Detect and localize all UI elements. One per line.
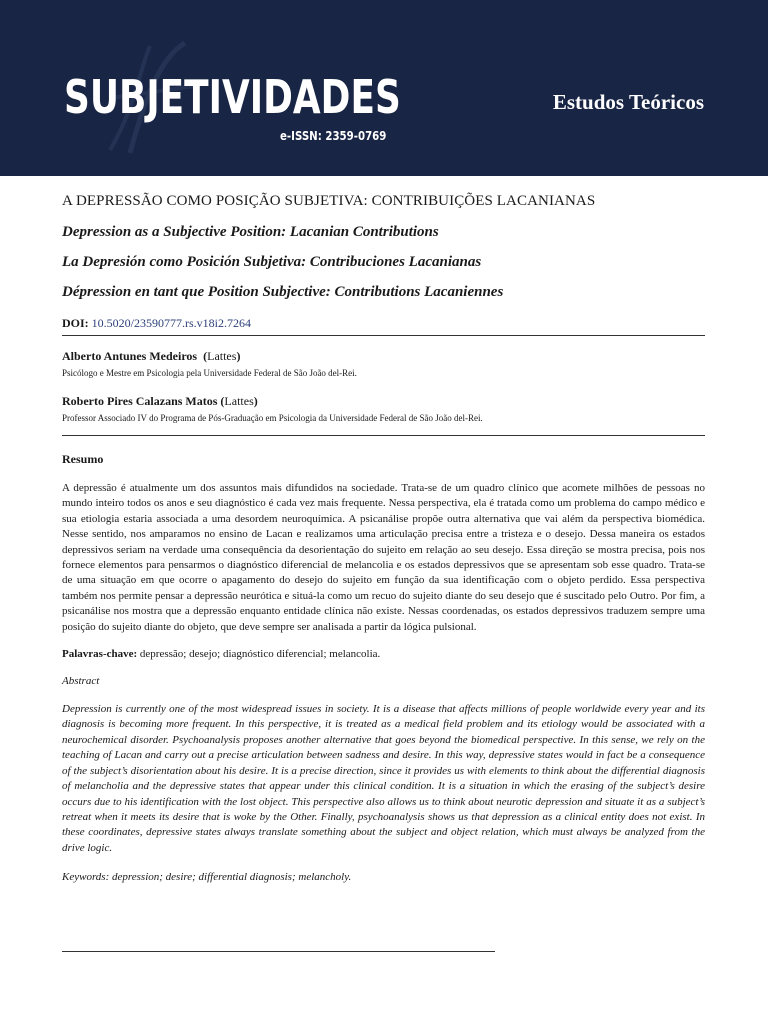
resumo-text: A depressão é atualmente um dos assuntos mais difundidos na sociedade. Trata-se de um quadro clínico que acomete milhões de pessoas no mundo inteiro todos os anos e seu diagnóstico é cada vez mais frequente. Nessa perspectiva, ela é tratada como um problema do campo médico e sua etiologia estaria associada a uma desordem neuroquímica. A psicanálise propõe outra alternativa que vai além da perspectiva biomédica. Nesse sentido, nos amparamos no ensino de Lacan e realizamos uma articulação precisa entre a tristeza e o desejo. Dessa maneira os estados depressivos seriam na verdade uma consequência da desorientação do sujeito em relação ao seu desejo. Essa direção se mostra precisa, pois nos fornece elementos para pensarmos o diagnóstico diferencial de melancolia e os estados depressivos que se apresentam sob esse quadro. Trata-se de uma situação em que ocorre o apagamento do desejo do sujeito em função da sua identificação com o objeto perdido. Essa perspectiva também nos permite pensar a depressão neurótica e situá-la como um recuo do sujeito diante do seu desejo que é suscitado pelo Outro. Por fim, a psicanálise nos mostra que a depressão enquanto entidade clínica não existe. Nessas coordenadas, os estados depressivos traduzem sempre uma posição do sujeito diante do objeto, que deve sempre ser analisada a partir da lógica pulsional. (62, 482, 705, 633)
article-front-matter (62, 193, 705, 883)
article-title-portuguese: A DEPRESSÃO COMO POSIÇÃO SUBJETIVA: CONTRIBUIÇÕES LACANIANAS (62, 193, 596, 209)
author-block (62, 349, 705, 378)
author-name: Roberto Pires Calazans Matos (Lattes) (62, 394, 258, 408)
author-name: Alberto Antunes Medeiros (Lattes) (62, 349, 241, 363)
doi-label: DOI: (62, 316, 89, 330)
journal-title: SUBJETIVIDADES (64, 70, 401, 124)
doi-line (62, 316, 705, 331)
article-title-french: Dépression en tant que Position Subjective: Contributions Lacaniennes (62, 284, 504, 300)
abstract-heading: Abstract (62, 675, 100, 688)
lattes-link[interactable]: Lattes (224, 394, 254, 408)
journal-issn: e-ISSN: 2359-0769 (280, 129, 387, 143)
journal-banner (0, 0, 768, 176)
abstract-keywords: Keywords: depression; desire; differential diagnosis; melancholy. (62, 871, 352, 884)
author-block (62, 394, 705, 423)
divider (62, 335, 705, 336)
author-affiliation: Psicólogo e Mestre em Psicologia pela Universidade Federal de São João del-Rei. (62, 368, 357, 378)
divider (62, 435, 705, 436)
palavras-chave-label: Palavras-chave: (62, 648, 138, 661)
article-title-english: Depression as a Subjective Position: Lacanian Contributions (62, 224, 439, 240)
section-label: Estudos Teóricos (552, 90, 704, 114)
article-title-spanish: La Depresión como Posición Subjetiva: Contribuciones Lacanianas (62, 254, 482, 270)
palavras-chave-list: depressão; desejo; diagnóstico diferencial; melancolia. (139, 648, 381, 661)
resumo-heading: Resumo (62, 452, 104, 466)
abstract-text: Depression is currently one of the most widespread issues in society. It is a disease that affects millions of people worldwide every year and its diagnosis is becoming more frequent. In this perspective, it is treated as a medical field problem and its etiology would be associated with a neurochemical disorder. Psychoanalysis proposes another alternative that goes beyond the biomedical perspective. In this sense, we rely on the teaching of Lacan and carry out a precise articulation between sadness and desire. In this way, depressive states would in fact be a consequence of the subject’s disorientation about his desire. It is a precise direction, since it provides us with elements to think about the differential diagnosis of melancholia and the depressive states that appear under this clinical condition. It is a situation in which the erasing of the subject’s desire occurs due to his identification with the lost object. This perspective also allows us to think about neurotic depression and situate it as a subject’s retreat when it meets its desire that is woke by the Other. Finally, psychoanalysis shows us that depression as a clinical entity does not exist. In these coordinates, depressive states always translate something about the subject and object relation, which must always be analyzed from the drive logic. (62, 703, 705, 854)
palavras-chave (62, 648, 705, 660)
footnote-divider (62, 951, 495, 952)
author-affiliation: Professor Associado IV do Programa de Pós-Graduação em Psicologia da Universidade Federal de São João del-Rei. (62, 413, 483, 423)
lattes-link[interactable]: Lattes (207, 349, 237, 363)
doi-link[interactable]: 10.5020/23590777.rs.v18i2.7264 (91, 316, 252, 330)
